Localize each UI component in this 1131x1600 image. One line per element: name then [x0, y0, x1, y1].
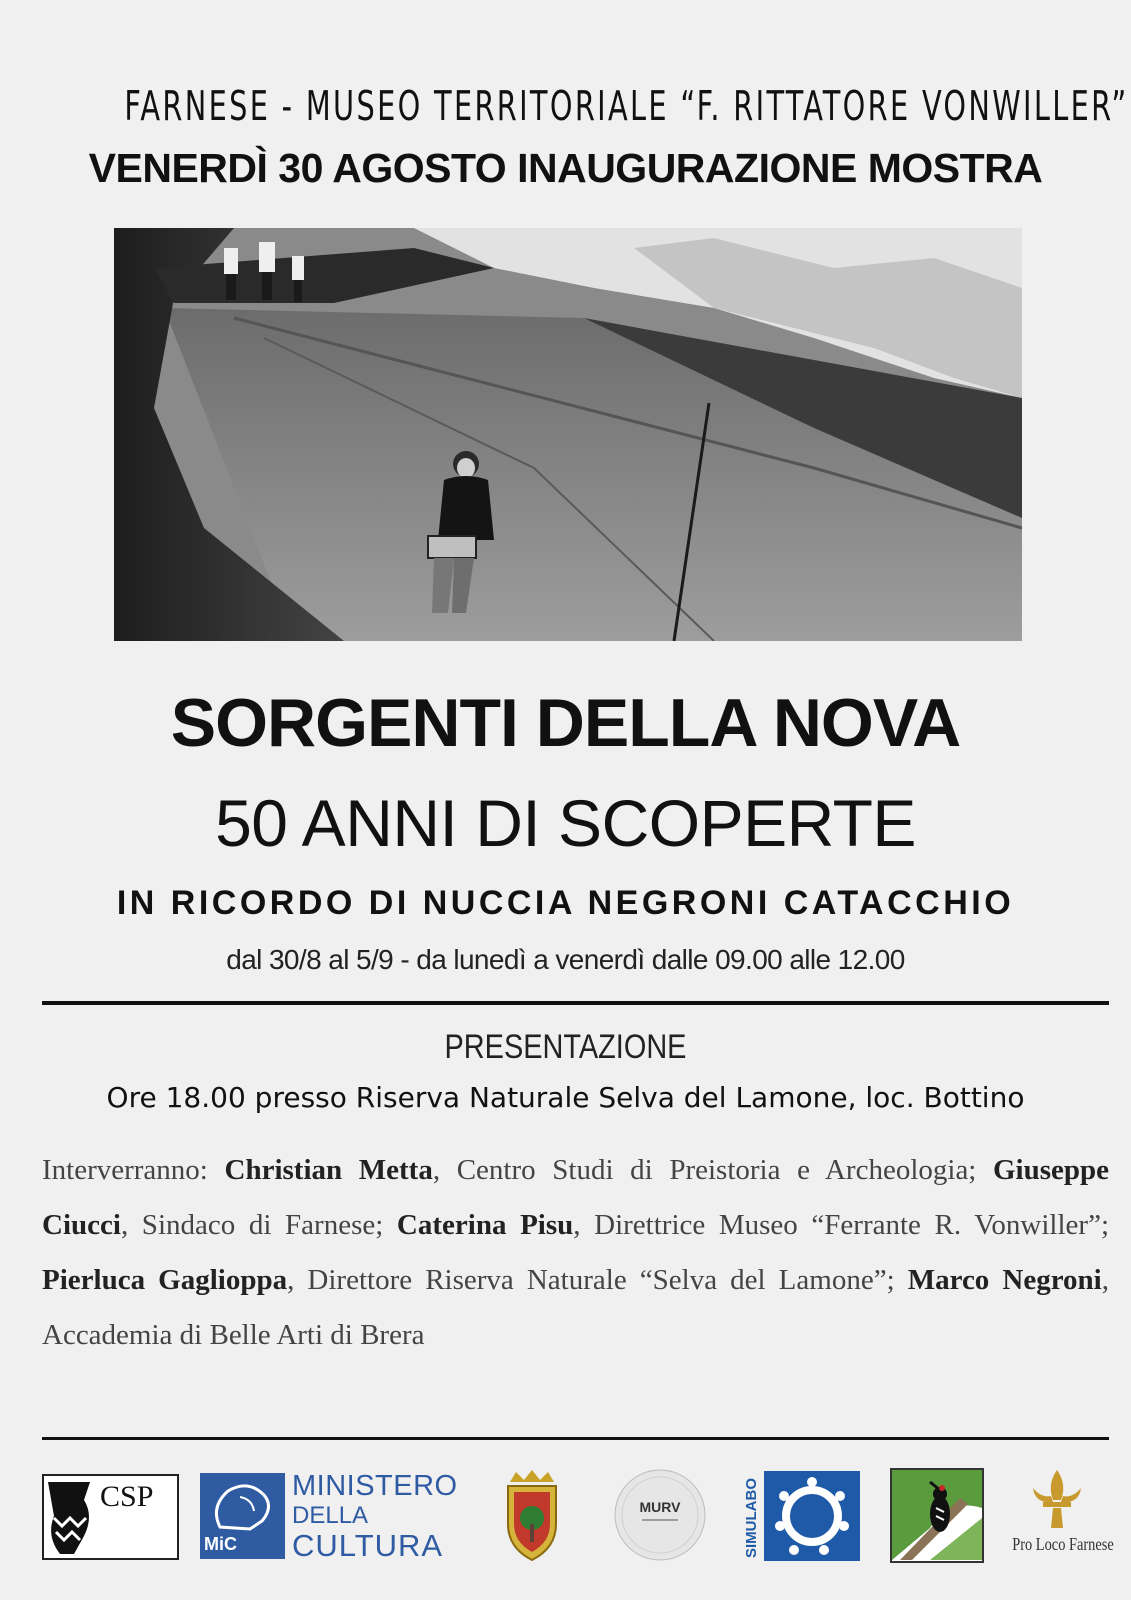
speaker-role: , Direttore Riserva Naturale “Selva del Lamone”; — [287, 1264, 908, 1296]
museo-civico-logo — [612, 1468, 708, 1563]
woodpecker-icon — [890, 1468, 984, 1563]
excavation-photo — [114, 228, 1022, 641]
fleur-de-lis-icon — [1005, 1468, 1109, 1534]
mic-badge — [200, 1473, 285, 1559]
csp-logo — [42, 1474, 179, 1560]
pro-loco-farnese-logo — [1005, 1468, 1114, 1563]
speaker-name: Giuseppe Ciucci — [42, 1154, 1110, 1241]
farnese-coat-of-arms-logo — [502, 1468, 562, 1563]
speaker-role: , Centro Studi di Preistoria e Archeologia; — [432, 1154, 993, 1186]
speaker-name: Pierluca Gaglioppa — [42, 1264, 288, 1296]
speakers-paragraph — [42, 1143, 1109, 1363]
proloco-label: Pro Loco Farnese — [1012, 1534, 1114, 1554]
exhibition-subtitle: 50 ANNI DI SCOPERTE — [215, 786, 916, 860]
coat-of-arms-icon — [502, 1468, 562, 1563]
speaker-role: , Direttrice Museo “Ferrante R. Vonwiller”; — [573, 1209, 1110, 1241]
venue-header: FARNESE - MUSEO TERRITORIALE “F. RITTATORE VONWILLER” — [124, 82, 1129, 130]
presentation-info: Ore 18.00 presso Riserva Naturale Selva del Lamone, loc. Bottino — [106, 1081, 1025, 1114]
ministero-line2: DELLA — [292, 1502, 369, 1529]
divider-bottom — [42, 1437, 1109, 1440]
divider-top — [42, 1001, 1109, 1005]
speakers-intro: Interverranno: — [42, 1154, 225, 1186]
mic-badge-label: MiC — [204, 1534, 237, 1554]
selva-del-lamone-logo — [890, 1468, 984, 1563]
ministero-line3: CULTURA — [292, 1528, 444, 1563]
museo-monogram: MURV — [639, 1499, 681, 1515]
exhibition-dates: dal 30/8 al 5/9 - da lunedì a venerdì dalle 09.00 alle 12.00 — [226, 944, 905, 975]
memorial-line: IN RICORDO DI NUCCIA NEGRONI CATACCHIO — [116, 884, 1015, 922]
speaker-role: , Accademia di Belle Arti di Brera — [42, 1264, 1109, 1351]
exhibition-title: SORGENTI DELLA NOVA — [170, 685, 961, 761]
event-date-heading: VENERDÌ 30 AGOSTO INAUGURAZIONE MOSTRA — [88, 145, 1043, 191]
ministero-wordmark — [292, 1471, 458, 1561]
speaker-role: , Sindaco di Farnese; — [120, 1209, 397, 1241]
museo-stamp-icon — [612, 1468, 708, 1563]
excavation-photo-illustration — [114, 228, 1022, 641]
speaker-name: Christian Metta — [224, 1154, 433, 1186]
csp-label: CSP — [100, 1480, 154, 1513]
speaker-name: Caterina Pisu — [396, 1209, 574, 1241]
speaker-name: Marco Negroni — [907, 1264, 1102, 1296]
simulabo-logo — [742, 1468, 862, 1563]
simulabo-label: SIMULABO — [743, 1478, 760, 1558]
presentation-heading: PRESENTAZIONE — [444, 1028, 687, 1066]
head-profile-icon — [200, 1477, 285, 1537]
simulabo-icon — [742, 1468, 862, 1563]
sponsor-logos — [42, 1468, 1114, 1563]
ministero-line1: MINISTERO — [292, 1470, 458, 1502]
amphora-icon — [44, 1476, 100, 1558]
ministero-cultura-logo — [200, 1468, 470, 1563]
